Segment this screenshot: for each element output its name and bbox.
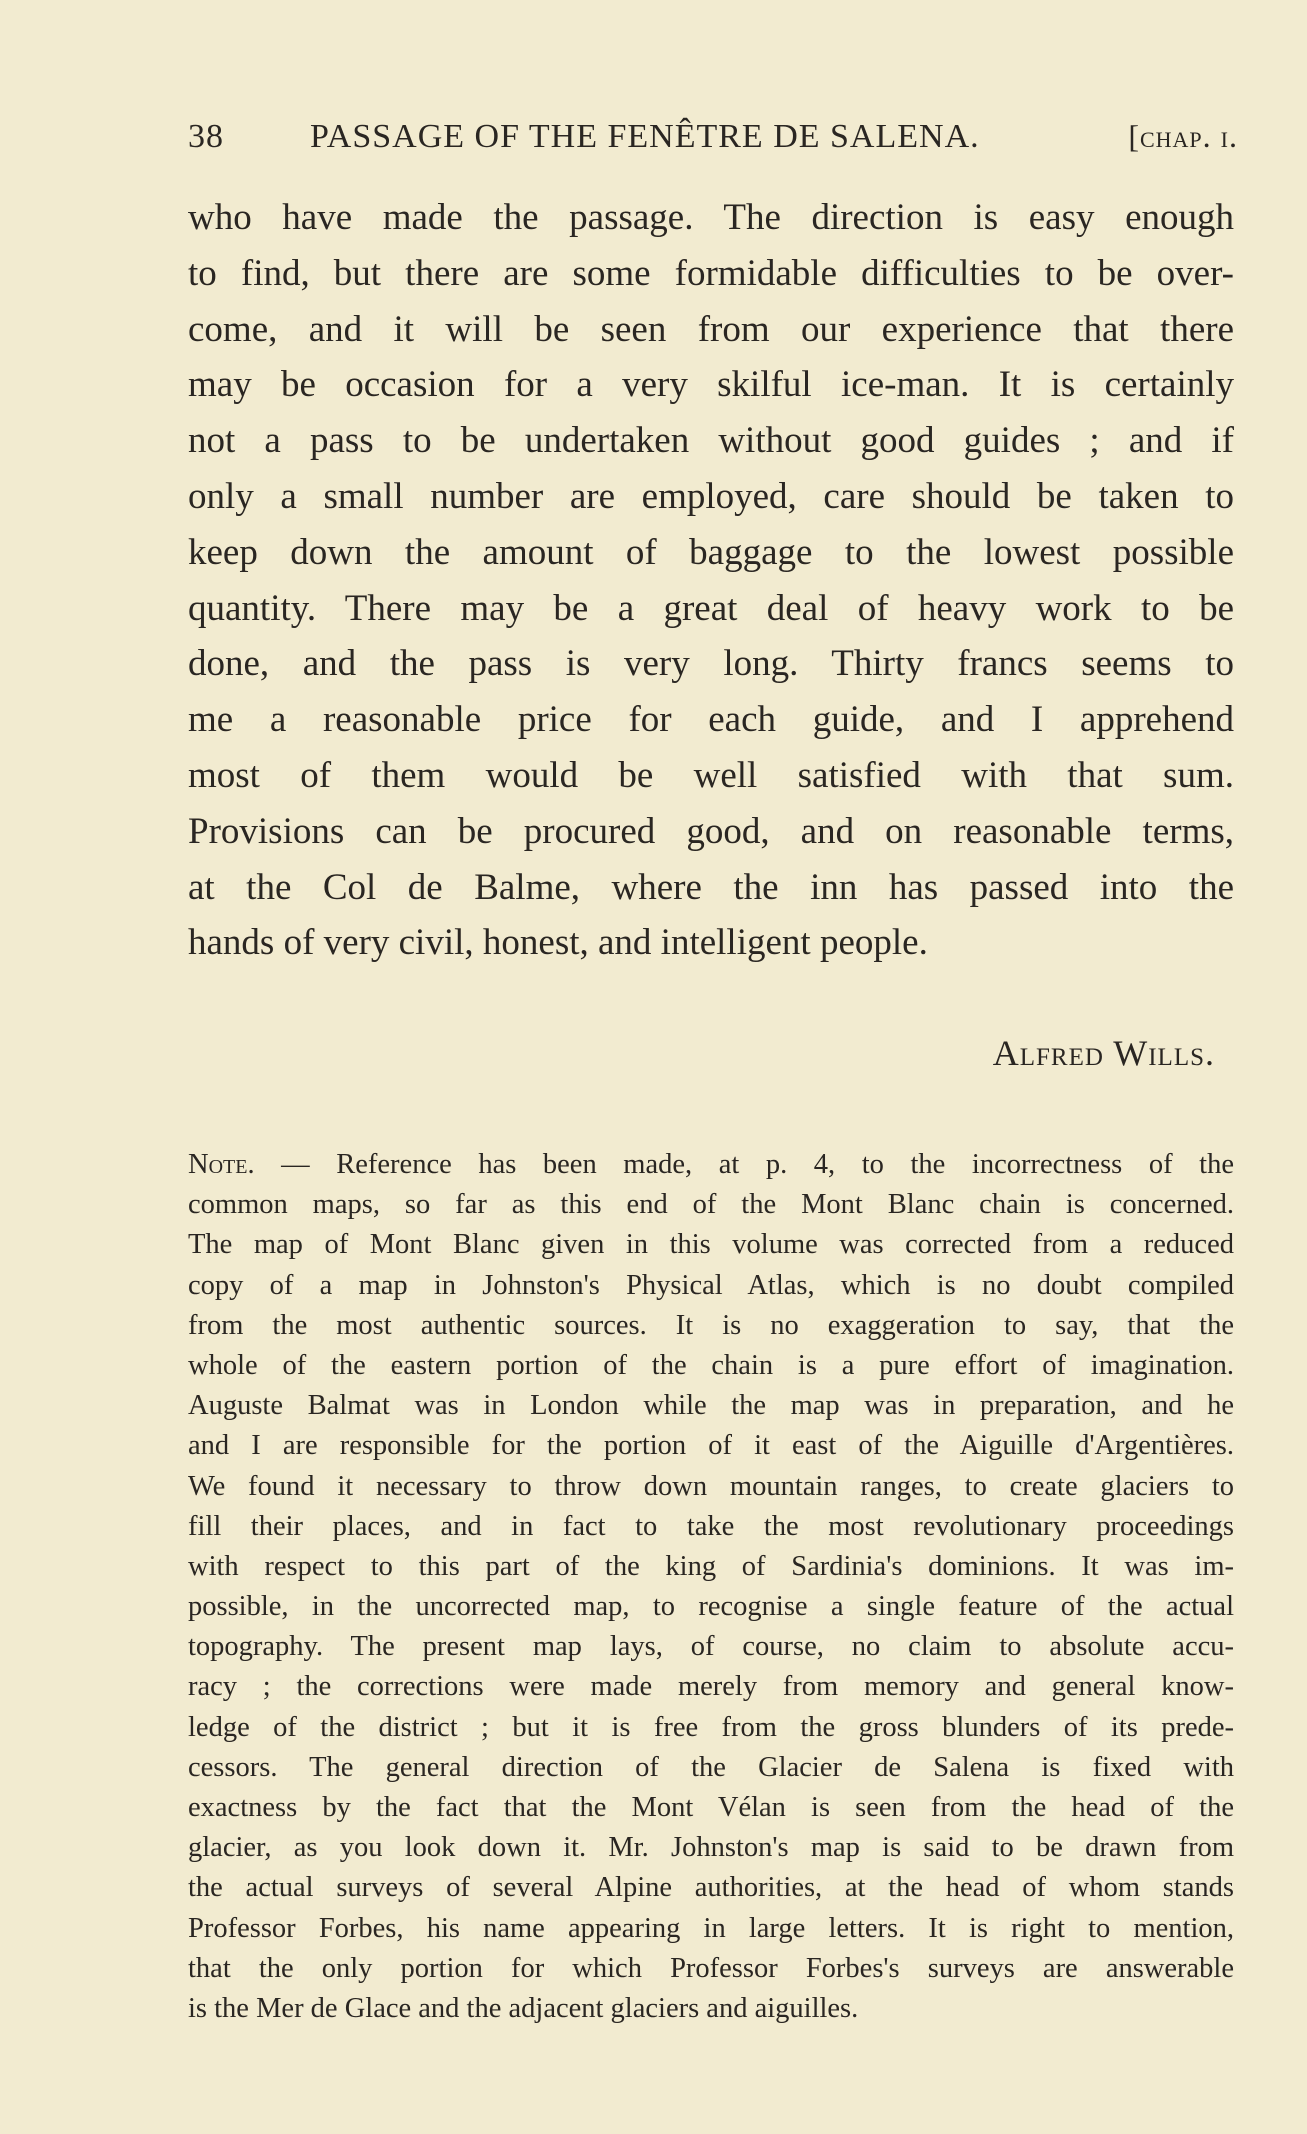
note-line: whole of the eastern portion of the chain is a pure effort of imagination. xyxy=(188,1349,1234,1381)
note-line: fill their places, and in fact to take the most revolutionary proceedings xyxy=(188,1510,1234,1542)
note-line: is the Mer de Glace and the adjacent glaciers and aiguilles. xyxy=(188,1992,859,2024)
note-line: copy of a map in Johnston's Physical Atlas, which is no doubt compiled xyxy=(188,1269,1234,1301)
chapter-marker: [chap. i. xyxy=(1128,118,1238,154)
note-line: topography. The present map lays, of course, no claim to absolute accu- xyxy=(188,1631,1234,1663)
body-line: quantity. There may be a great deal of heavy work to be xyxy=(188,587,1234,629)
note-line: with respect to this part of the king of Sardinia's dominions. It was im- xyxy=(188,1550,1234,1582)
note-line: possible, in the uncorrected map, to recognise a single feature of the actual xyxy=(188,1591,1234,1623)
note-line: ledge of the district ; but it is free from the gross blunders of its prede- xyxy=(188,1711,1234,1743)
signature: Alfred Wills. xyxy=(992,1033,1215,1073)
note-line: glacier, as you look down it. Mr. Johnston's map is said to be drawn from xyxy=(188,1832,1234,1864)
body-line: not a pass to be undertaken without good guides ; and if xyxy=(188,420,1234,462)
body-line: come, and it will be seen from our experience that there xyxy=(188,308,1234,350)
body-line: only a small number are employed, care should be taken to xyxy=(188,475,1234,517)
body-paragraph xyxy=(188,190,1234,971)
note-line: We found it necessary to throw down mountain ranges, to create glaciers to xyxy=(188,1470,1234,1502)
note-first-line-text: — Reference has been made, at p. 4, to the incorrectness of the xyxy=(254,1149,1234,1180)
body-line: me a reasonable price for each guide, and I apprehend xyxy=(188,699,1234,741)
note-line: common maps, so far as this end of the Mont Blanc chain is concerned. xyxy=(188,1189,1234,1221)
running-title: PASSAGE OF THE FENÊTRE DE SALENA. xyxy=(310,118,980,155)
body-line: done, and the pass is very long. Thirty francs seems to xyxy=(188,643,1234,685)
body-line: to find, but there are some formidable difficulties to be over- xyxy=(188,252,1234,294)
note-line xyxy=(188,1145,1234,1185)
note-line: The map of Mont Blanc given in this volume was corrected from a reduced xyxy=(188,1229,1234,1261)
note-line: and I are responsible for the portion of it east of the Aiguille d'Argentières. xyxy=(188,1430,1234,1462)
note-line: the actual surveys of several Alpine authorities, at the head of whom stands xyxy=(188,1872,1234,1904)
footnote xyxy=(188,1145,1234,2029)
note-line: that the only portion for which Professor Forbes's surveys are answerable xyxy=(188,1952,1234,1984)
body-line: most of them would be well satisfied with that sum. xyxy=(188,754,1234,796)
body-line: keep down the amount of baggage to the lowest possible xyxy=(188,531,1234,573)
page-number: 38 xyxy=(188,118,224,155)
body-line: at the Col de Balme, where the inn has passed into the xyxy=(188,866,1234,908)
note-line: Professor Forbes, his name appearing in large letters. It is right to mention, xyxy=(188,1912,1234,1944)
note-label: Note. xyxy=(188,1149,255,1180)
body-line: hands of very civil, honest, and intelligent people. xyxy=(188,922,928,964)
note-line: cessors. The general direction of the Glacier de Salena is fixed with xyxy=(188,1751,1234,1783)
note-line: exactness by the fact that the Mont Vélan is seen from the head of the xyxy=(188,1792,1234,1823)
body-line: may be occasion for a very skilful ice-man. It is certainly xyxy=(188,364,1234,406)
note-line: Auguste Balmat was in London while the map was in preparation, and he xyxy=(188,1390,1234,1422)
note-line: racy ; the corrections were made merely from memory and general know- xyxy=(188,1671,1234,1703)
body-line: Provisions can be procured good, and on reasonable terms, xyxy=(188,810,1234,852)
running-head xyxy=(188,112,1238,162)
body-line: who have made the passage. The direction is easy enough xyxy=(188,197,1234,238)
note-line: from the most authentic sources. It is no exaggeration to say, that the xyxy=(188,1309,1234,1341)
